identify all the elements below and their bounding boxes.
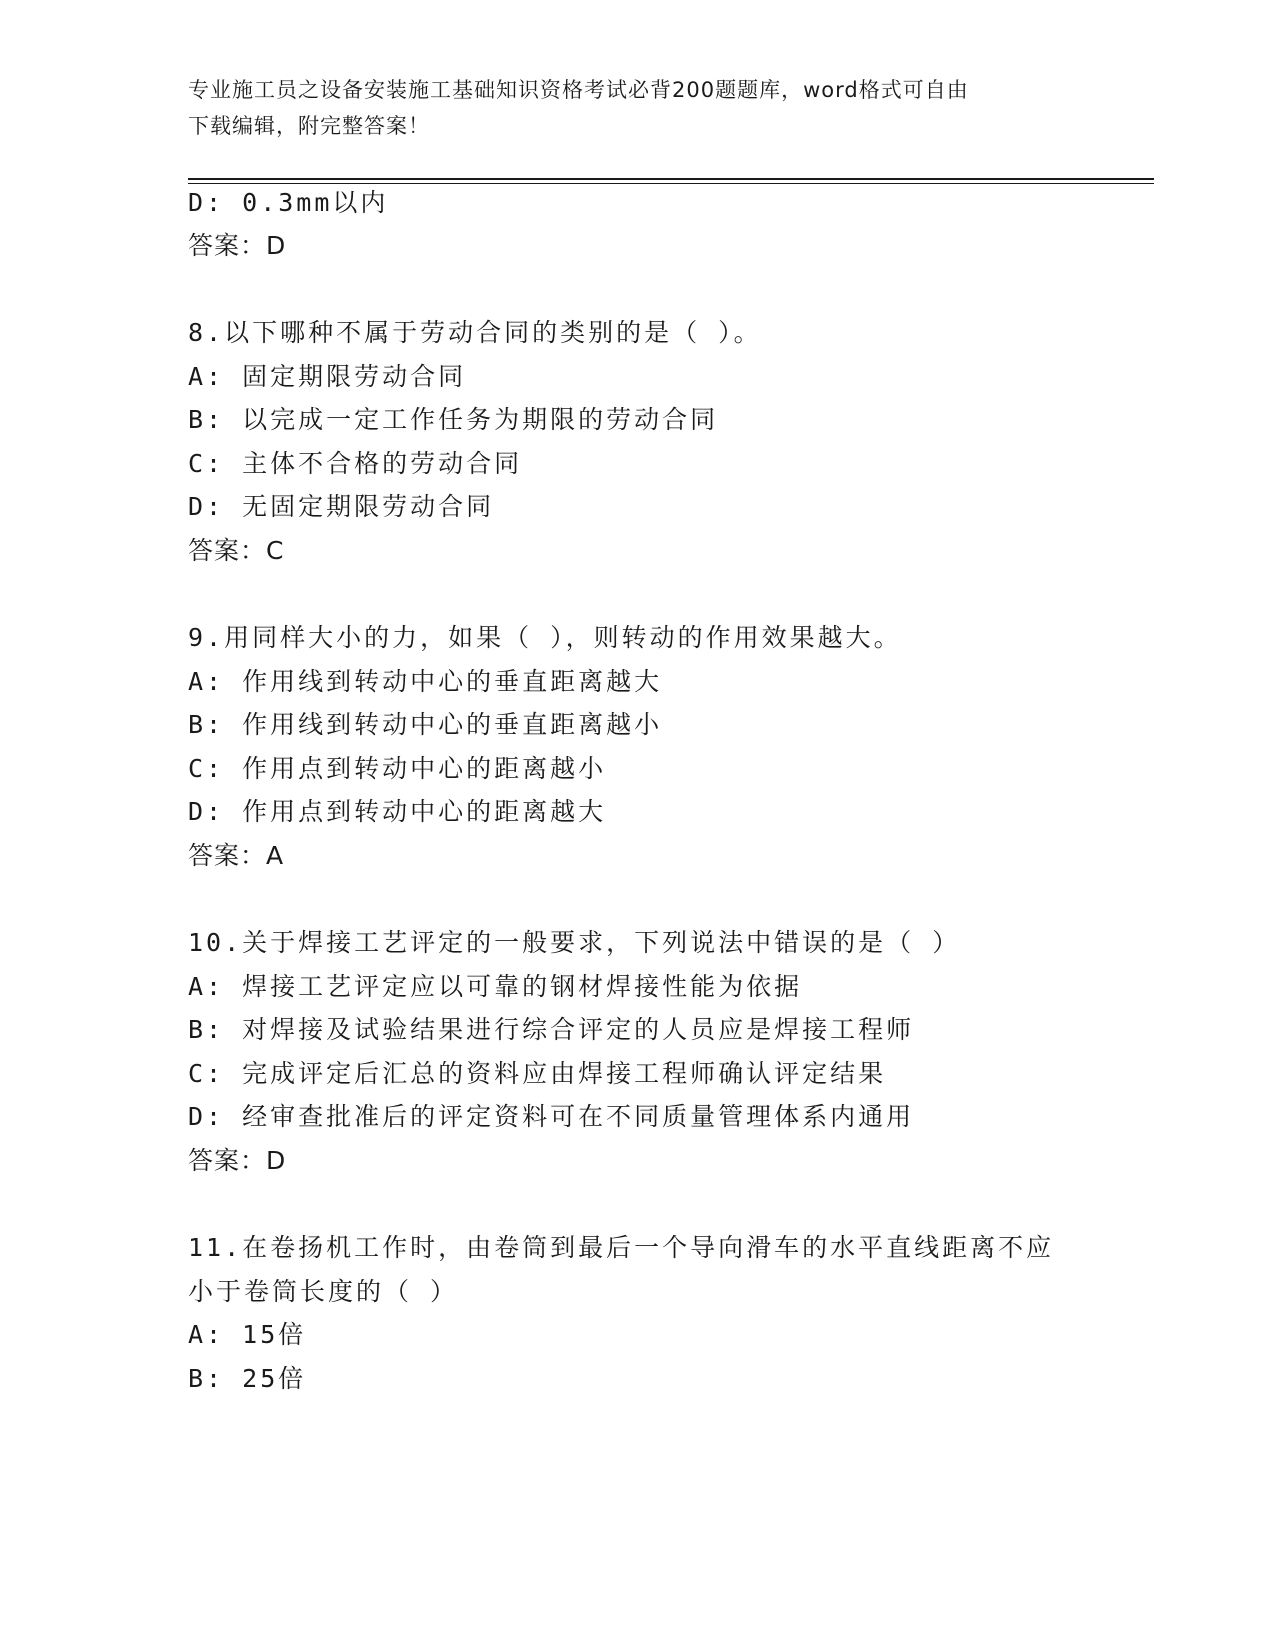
q10-answer: 答案：D (188, 1146, 287, 1175)
q10-stem: 10.关于焊接工艺评定的一般要求，下列说法中错误的是（ ） (188, 928, 961, 957)
q11-option-a: A: 15倍 (188, 1320, 307, 1349)
header-divider-thick (188, 178, 1154, 180)
q9-stem: 9.用同样大小的力，如果（ ），则转动的作用效果越大。 (188, 623, 902, 652)
q8-answer: 答案：C (188, 536, 285, 565)
q8-stem: 8.以下哪种不属于劳动合同的类别的是（ ）。 (188, 318, 762, 347)
header-divider-thin (188, 183, 1154, 184)
q8-option-c: C: 主体不合格的劳动合同 (188, 449, 523, 478)
q9-option-a: A: 作用线到转动中心的垂直距离越大 (188, 667, 663, 696)
q9-option-d: D: 作用点到转动中心的距离越大 (188, 797, 607, 826)
q11-stem-line-1: 11.在卷扬机工作时，由卷筒到最后一个导向滑车的水平直线距离不应 (188, 1233, 1055, 1262)
q7-answer: 答案：D (188, 231, 287, 260)
q9-option-b: B: 作用线到转动中心的垂直距离越小 (188, 710, 663, 739)
header-title-line-2: 下载编辑，附完整答案！ (188, 114, 430, 138)
q8-option-b: B: 以完成一定工作任务为期限的劳动合同 (188, 405, 719, 434)
q9-option-c: C: 作用点到转动中心的距离越小 (188, 754, 607, 783)
document-header (188, 72, 1088, 144)
q10-option-a: A: 焊接工艺评定应以可靠的钢材焊接性能为依据 (188, 972, 803, 1001)
q8-option-d: D: 无固定期限劳动合同 (188, 492, 495, 521)
q11-stem-line-2: 小于卷筒长度的（ ） (188, 1277, 459, 1306)
q9-answer: 答案：A (188, 841, 285, 870)
q10-option-b: B: 对焊接及试验结果进行综合评定的人员应是焊接工程师 (188, 1015, 915, 1044)
q8-option-a: A: 固定期限劳动合同 (188, 362, 467, 391)
q10-option-c: C: 完成评定后汇总的资料应由焊接工程师确认评定结果 (188, 1059, 887, 1088)
q11-option-b: B: 25倍 (188, 1364, 307, 1393)
q10-option-d: D: 经审查批准后的评定资料可在不同质量管理体系内通用 (188, 1102, 915, 1131)
header-title-line-1: 专业施工员之设备安装施工基础知识资格考试必背200题题库，word格式可自由 (188, 78, 969, 102)
q7-option-d: D: 0.3mm以内 (188, 188, 389, 217)
